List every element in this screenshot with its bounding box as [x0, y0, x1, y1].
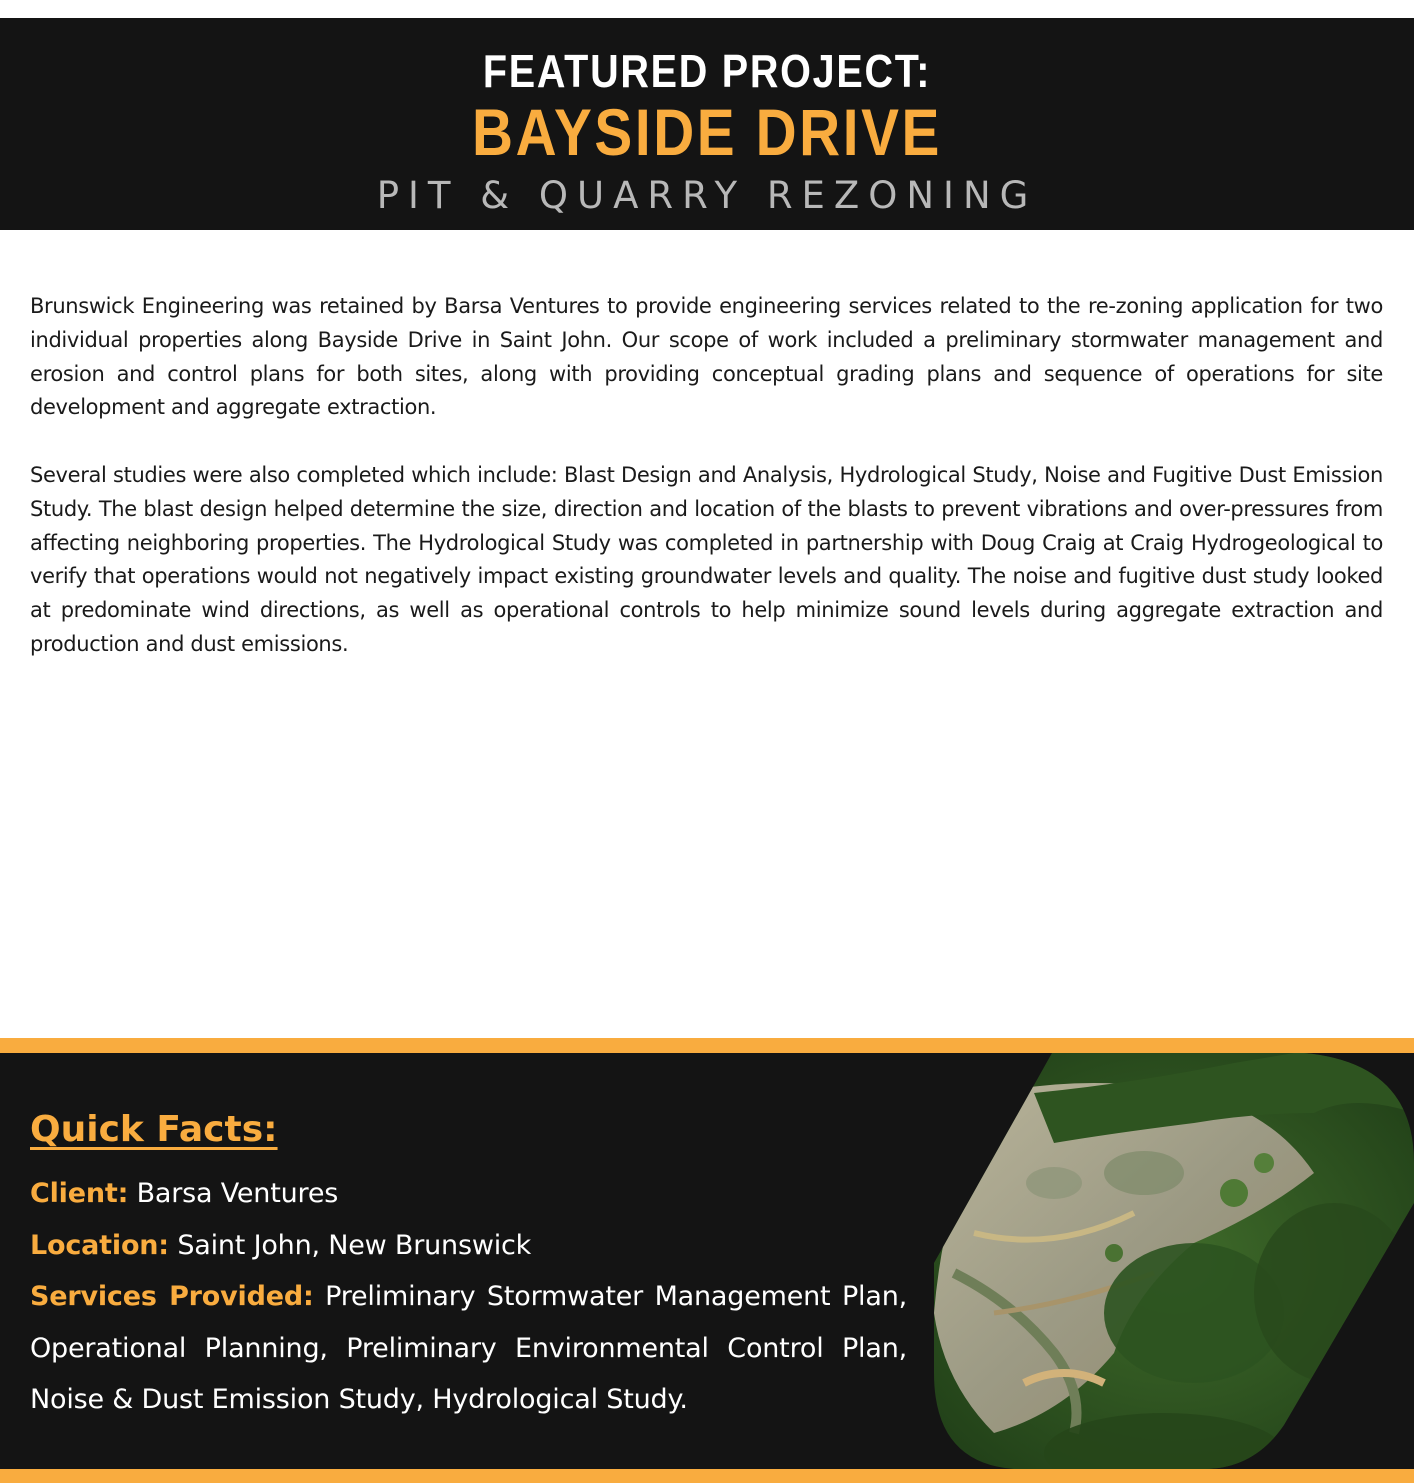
quick-facts	[30, 1104, 907, 1426]
services-value: Preliminary Stormwater Management Plan, Operational Planning, Preliminary Environmental Control Plan, Noise & Dust Emission Study, Hydrological Study.	[30, 1281, 907, 1415]
project-subtitle: PIT & QUARRY REZONING	[376, 174, 1038, 217]
quick-facts-heading: Quick Facts:	[30, 1109, 278, 1150]
fact-location	[30, 1220, 907, 1272]
client-value: Barsa Ventures	[136, 1178, 339, 1209]
aerial-quarry-photo	[934, 1053, 1414, 1469]
accent-rule-bottom	[0, 1469, 1414, 1483]
fact-client	[30, 1168, 907, 1220]
description-paragraph: Several studies were also completed which include: Blast Design and Analysis, Hydrological Study, Noise and Fugitive Dust Emission Study. The blast design helped determine the size, direction and location of the blasts to prevent vibrations and over-pressures from affecting neighboring properties. The Hydrological Study was completed in partnership with Doug Craig at Craig Hydrogeological to verify that operations would not negatively impact existing groundwater levels and quality. The noise and fugitive dust study looked at predominate wind directions, as well as operational controls to help minimize sound levels during aggregate extraction and production and dust emissions.	[30, 462, 1383, 656]
featured-label: FEATURED PROJECT:	[482, 45, 932, 97]
description-paragraph: Brunswick Engineering was retained by Barsa Ventures to provide engineering services related to the re-zoning application for two individual properties along Bayside Drive in Saint John. Our scope of work included a preliminary stormwater management and erosion and control plans for both sites, along with providing conceptual grading plans and sequence of operations for site development and aggregate extraction.	[30, 294, 1383, 420]
header-banner	[0, 18, 1414, 230]
project-description	[30, 290, 1383, 696]
services-label: Services Provided:	[30, 1281, 314, 1312]
client-label: Client:	[30, 1178, 129, 1209]
location-label: Location:	[30, 1229, 169, 1261]
fact-services	[30, 1271, 907, 1426]
location-value: Saint John, New Brunswick	[177, 1229, 532, 1261]
project-title: BAYSIDE DRIVE	[472, 95, 942, 169]
accent-rule-top	[0, 1038, 1414, 1053]
